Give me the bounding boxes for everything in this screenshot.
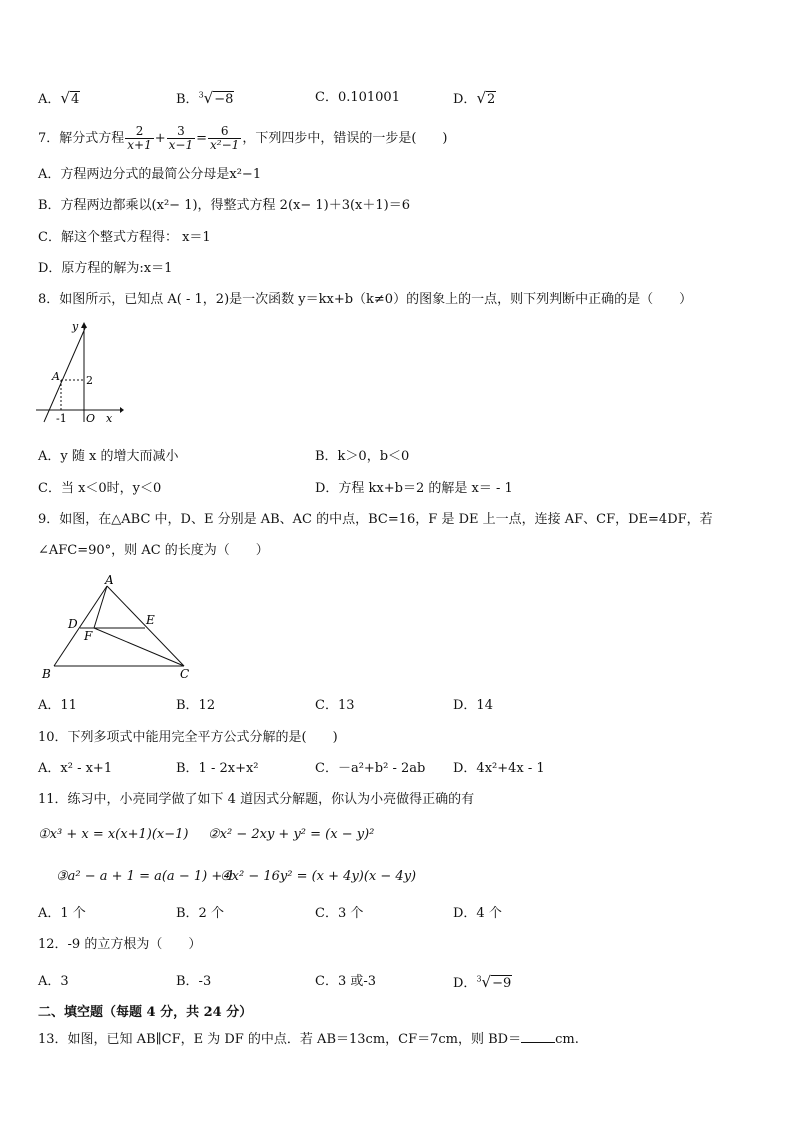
q10-option-b: B．1 - 2x+x²: [176, 761, 259, 776]
q12-option-a: A．3: [38, 974, 69, 989]
q10-stem: 10．下列多项式中能用完全平方公式分解的是( ): [38, 730, 338, 745]
q8-option-c: C．当 x＜0时，y＜0: [38, 481, 162, 496]
segment-af: [94, 586, 107, 628]
q9-option-c: C．13: [315, 698, 355, 713]
x-axis-arrow: [120, 407, 124, 413]
label-o: O: [86, 412, 96, 425]
q9-option-b: B．12: [176, 698, 216, 713]
q9-option-d: D．14: [453, 698, 493, 713]
q7-option-c: C．解这个整式方程得： x＝1: [38, 230, 211, 245]
q12-stem: 12．-9 的立方根为（ ）: [38, 937, 202, 952]
q6-option-b: B．$^3$√−8: [176, 89, 234, 107]
q9-stem-line2: ∠AFC=90°，则 AC 的长度为（ ）: [38, 543, 269, 558]
q10-option-c: C．－a²+b² - 2ab: [315, 761, 426, 776]
q8-option-d: D．方程 kx+b＝2 的解是 x＝ - 1: [315, 481, 513, 496]
q9-option-a: A．11: [38, 698, 77, 713]
q7-stem: 7．解分式方程 $\frac{2}{x+1}$ + $\frac{3}{x-1}$ = $\frac{6}{\text{x²−1}}$ ，下列四步中，错误的一步是( ): [38, 124, 448, 152]
label-2: 2: [86, 374, 93, 387]
q7-option-a: A．方程两边分式的最简公分母是x²−1: [38, 167, 262, 182]
q13-stem: 13．如图，已知 AB∥CF，E 为 DF 的中点．若 AB＝13cm，CF＝7cm，则 BD＝ cm.: [38, 1032, 579, 1047]
q8-option-b: B．k＞0，b＜0: [315, 449, 410, 464]
q6-option-a: A．√4: [38, 89, 80, 107]
label-c: C: [180, 667, 190, 681]
label-x: x: [106, 412, 113, 425]
segment-cf: [94, 628, 184, 666]
answer-blank: [521, 1030, 555, 1043]
q9-figure: [38, 572, 198, 684]
q8-figure: [36, 318, 124, 426]
label-a: A: [105, 573, 114, 587]
q11-option-b: B．2 个: [176, 906, 224, 921]
q12-option-d: D．$^3$√−9: [453, 973, 512, 991]
q11-option-d: D．4 个: [453, 906, 502, 921]
segment-ab: [54, 586, 107, 666]
label-b: B: [42, 667, 51, 681]
section-title: 二、填空题（每题 4 分，共 24 分）: [38, 1005, 253, 1020]
label-f: F: [84, 629, 93, 643]
label-y: y: [72, 320, 79, 333]
label-d: D: [68, 617, 78, 631]
q11-item-3: ③a² − a + 1 = a(a − 1) + 1: [56, 869, 235, 884]
q10-option-a: A．x² - x+1: [38, 761, 113, 776]
label-minus-1: -1: [56, 412, 67, 425]
q11-option-a: A．1 个: [38, 906, 86, 921]
q6-option-c: C．0.101001: [315, 90, 400, 105]
q11-item-1: ①x³ + x = x(x+1)(x−1): [38, 827, 189, 842]
q6-option-d: D．√2: [453, 89, 496, 107]
q12-option-b: B．-3: [176, 974, 212, 989]
q9-stem-line1: 9．如图，在△ABC 中，D、E 分别是 AB、AC 的中点，BC=16，F 是 DE 上一点，连接 AF、CF，DE=4DF，若: [38, 512, 713, 527]
q8-option-a: A．y 随 x 的增大而减小: [38, 449, 179, 464]
q10-option-d: D．4x²+4x - 1: [453, 761, 545, 776]
q7-option-d: D．原方程的解为:x＝1: [38, 261, 173, 276]
q8-stem: 8．如图所示，已知点 A( - 1，2)是一次函数 y＝kx+b（k≠0）的图象上的一点，则下列判断中正确的是（ ）: [38, 292, 693, 307]
q12-option-c: C．3 或-3: [315, 974, 377, 989]
q11-option-c: C．3 个: [315, 906, 364, 921]
q7-option-b: B．方程两边都乘以(x²− 1)，得整式方程 2(x− 1)＋3(x＋1)＝6: [38, 198, 410, 213]
y-axis-arrow: [81, 322, 87, 328]
label-a: A: [52, 370, 60, 383]
label-e: E: [146, 613, 155, 627]
q11-item-2: ②x² − 2xy + y² = (x − y)²: [208, 827, 375, 842]
q11-stem: 11．练习中，小亮同学做了如下 4 道因式分解题，你认为小亮做得正确的有: [38, 792, 475, 807]
q11-item-4: ④x² − 16y² = (x + 4y)(x − 4y): [220, 869, 417, 884]
function-line: [44, 326, 86, 422]
